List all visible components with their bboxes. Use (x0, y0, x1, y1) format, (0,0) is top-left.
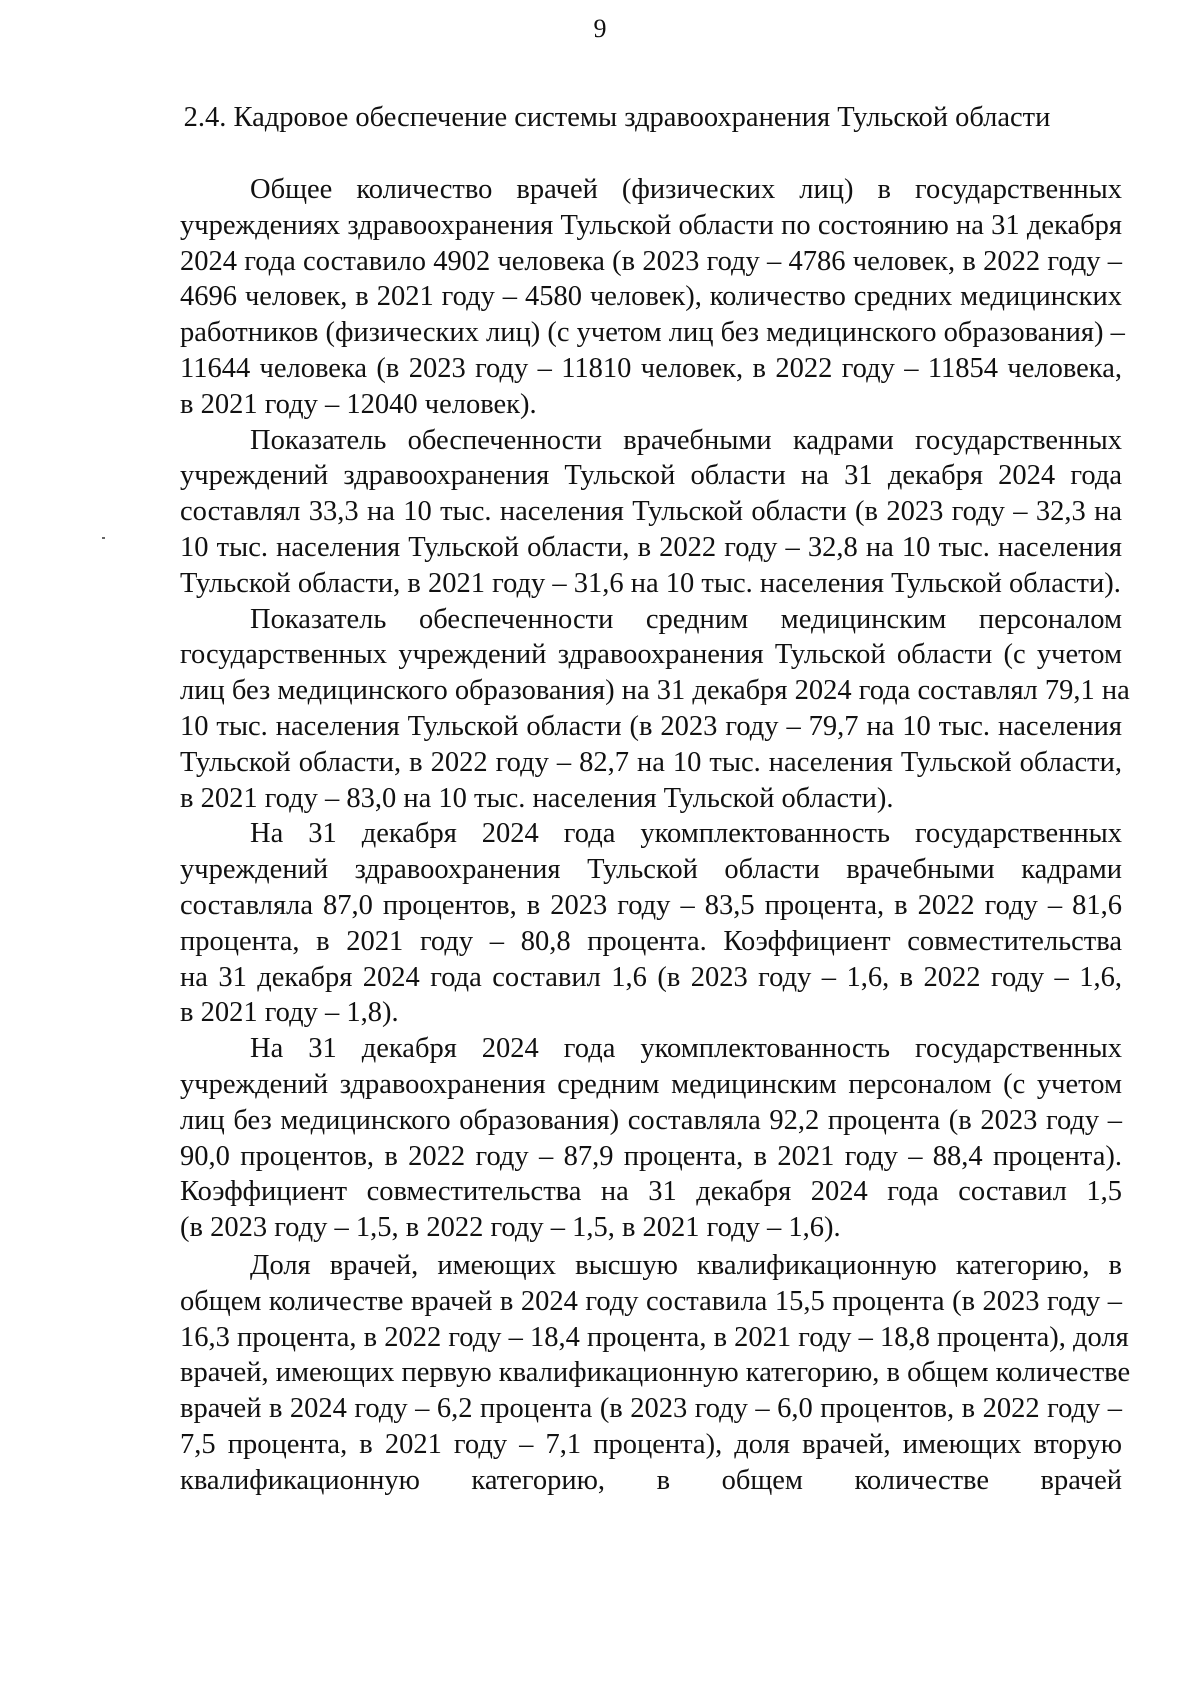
paragraph-line: государственных учреждений здравоохранения Тульской области (с учетом (180, 639, 1122, 671)
paragraph-line: Общее количество врачей (физических лиц) в государственных (250, 174, 1122, 205)
paragraph-line: учреждений здравоохранения Тульской области врачебными кадрами (180, 854, 1122, 886)
scan-speck (102, 537, 105, 539)
paragraph-line: в 2021 году – 83,0 на 10 тыс. населения Тульской области). (180, 782, 894, 814)
paragraph-line: врачей в 2024 году – 6,2 процента (в 2023 году – 6,0 процентов, в 2022 году – (180, 1393, 1122, 1425)
paragraph-line: в 2021 году – 12040 человек). (180, 388, 537, 420)
paragraph-2 (180, 423, 1122, 602)
paragraph-line: квалификационную категорию, в общем количестве врачей (180, 1464, 1122, 1496)
paragraph-line: составляла 87,0 процентов, в 2023 году – 83,5 процента, в 2022 году – 81,6 (180, 889, 1122, 921)
paragraph-4 (180, 816, 1122, 1031)
paragraph-5 (180, 1031, 1122, 1246)
paragraph-line: процента, в 2021 году – 80,8 процента. Коэффициент совместительства (180, 925, 1122, 957)
paragraph-line: На 31 декабря 2024 года укомплектованность государственных (250, 1033, 1122, 1065)
document-body (180, 172, 1131, 1498)
paragraph-line: на 31 декабря 2024 года составил 1,6 (в 2023 году – 1,6, в 2022 году – 1,6, (180, 961, 1122, 993)
paragraph-line: Тульской области, в 2021 году – 31,6 на 10 тыс. населения Тульской области). (180, 567, 1121, 599)
paragraph-line: лиц без медицинского образования) составляла 92,2 процента (в 2023 году – (180, 1104, 1122, 1136)
paragraph-line: 11644 человека (в 2023 году – 11810 человек, в 2022 году – 11854 человека, (180, 352, 1122, 384)
paragraph-line: 16,3 процента, в 2022 году – 18,4 процента, в 2021 году – 18,8 процента), доля (180, 1321, 1129, 1353)
page-number: 9 (593, 14, 607, 43)
paragraph-line: учреждений здравоохранения Тульской области на 31 декабря 2024 года (180, 460, 1122, 492)
paragraph-line: Доля врачей, имеющих высшую квалификационную категорию, в (250, 1249, 1122, 1281)
paragraph-line: (в 2023 году – 1,5, в 2022 году – 1,5, в 2021 году – 1,6). (180, 1212, 841, 1244)
paragraph-line: Показатель обеспеченности врачебными кадрами государственных (250, 424, 1122, 456)
paragraph-line: составлял 33,3 на 10 тыс. населения Тульской области (в 2023 году – 32,3 на (180, 496, 1122, 528)
paragraph-line: учреждениях здравоохранения Тульской области по состоянию на 31 декабря (180, 209, 1122, 241)
paragraph-line: в 2021 году – 1,8). (180, 997, 399, 1029)
paragraph-line: 2024 года составило 4902 человека (в 2023 году – 4786 человек, в 2022 году – (180, 245, 1122, 277)
paragraph-line: лиц без медицинского образования) на 31 декабря 2024 года составлял 79,1 на (180, 675, 1130, 707)
paragraph-line: Тульской области, в 2022 году – 82,7 на 10 тыс. населения Тульской области, (180, 746, 1122, 778)
paragraph-3 (180, 602, 1130, 817)
paragraph-line: 10 тыс. населения Тульской области, в 2022 году – 32,8 на 10 тыс. населения (180, 531, 1122, 563)
paragraph-line: На 31 декабря 2024 года укомплектованность государственных (250, 818, 1122, 850)
paragraph-line: работников (физических лиц) (с учетом лиц без медицинского образования) – (180, 317, 1125, 349)
paragraph-line: врачей, имеющих первую квалификационную категорию, в общем количестве (180, 1357, 1131, 1389)
paragraph-line: учреждений здравоохранения средним медицинским персоналом (с учетом (180, 1068, 1122, 1100)
paragraph-line: 10 тыс. населения Тульской области (в 2023 году – 79,7 на 10 тыс. населения (180, 710, 1122, 742)
paragraph-line: общем количестве врачей в 2024 году составила 15,5 процента (в 2023 году – (180, 1285, 1122, 1317)
paragraph-line: 90,0 процентов, в 2022 году – 87,9 процента, в 2021 году – 88,4 процента). (180, 1140, 1122, 1172)
paragraph-6 (180, 1248, 1131, 1499)
paragraph-line: Показатель обеспеченности средним медицинским персоналом (250, 603, 1122, 635)
paragraph-line: 4696 человек, в 2021 году – 4580 человек), количество средних медицинских (180, 281, 1122, 313)
section-heading: 2.4. Кадровое обеспечение системы здравоохранения Тульской области (183, 102, 1051, 133)
paragraph-line: Коэффициент совместительства на 31 декабря 2024 года составил 1,5 (180, 1176, 1122, 1208)
paragraph-line: 7,5 процента, в 2021 году – 7,1 процента), доля врачей, имеющих вторую (180, 1428, 1122, 1460)
paragraph-1 (180, 172, 1125, 423)
